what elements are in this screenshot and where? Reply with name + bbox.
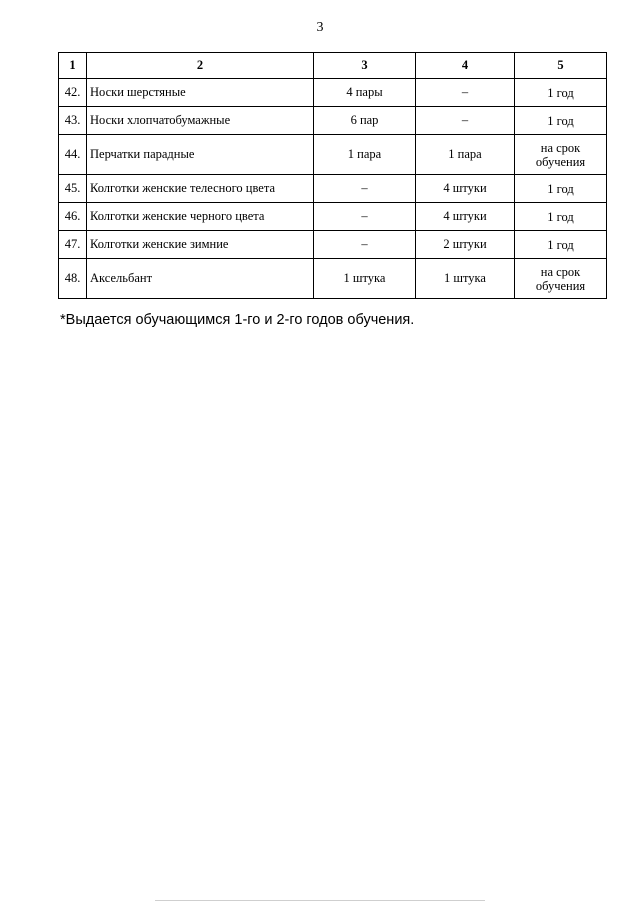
- item-quantity-col3: –: [314, 175, 416, 203]
- table-row: [59, 259, 607, 299]
- table-row: [59, 107, 607, 135]
- footnote: *Выдается обучающимся 1-го и 2-го годов обучения.: [60, 312, 415, 328]
- table-row: [59, 135, 607, 175]
- item-term: 1 год: [515, 107, 607, 135]
- table-row: [59, 231, 607, 259]
- item-term: на срок обучения: [515, 259, 607, 299]
- item-term: 1 год: [515, 203, 607, 231]
- item-quantity-col4: 1 штука: [416, 259, 515, 299]
- item-quantity-col4: 4 штуки: [416, 203, 515, 231]
- row-number: 46.: [59, 203, 87, 231]
- item-name: Носки шерстяные: [87, 79, 314, 107]
- item-name: Колготки женские зимние: [87, 231, 314, 259]
- item-quantity-col3: 6 пар: [314, 107, 416, 135]
- items-table: [58, 52, 607, 299]
- item-quantity-col3: 4 пары: [314, 79, 416, 107]
- item-quantity-col4: 4 штуки: [416, 175, 515, 203]
- row-number: 45.: [59, 175, 87, 203]
- item-name: Колготки женские черного цвета: [87, 203, 314, 231]
- item-quantity-col4: –: [416, 79, 515, 107]
- table-row: [59, 79, 607, 107]
- row-number: 48.: [59, 259, 87, 299]
- header-col-1: 1: [59, 53, 87, 79]
- header-col-4: 4: [416, 53, 515, 79]
- item-name: Аксельбант: [87, 259, 314, 299]
- table-row: [59, 175, 607, 203]
- item-quantity-col4: 2 штуки: [416, 231, 515, 259]
- item-quantity-col3: –: [314, 203, 416, 231]
- item-term: 1 год: [515, 231, 607, 259]
- page-number: 3: [316, 20, 324, 35]
- header-col-3: 3: [314, 53, 416, 79]
- item-term: на срок обучения: [515, 135, 607, 175]
- item-term: 1 год: [515, 175, 607, 203]
- item-name: Носки хлопчатобумажные: [87, 107, 314, 135]
- item-quantity-col4: –: [416, 107, 515, 135]
- scan-edge-line: [155, 900, 485, 901]
- item-term: 1 год: [515, 79, 607, 107]
- row-number: 44.: [59, 135, 87, 175]
- table-row: [59, 203, 607, 231]
- item-quantity-col3: 1 пара: [314, 135, 416, 175]
- table-header-row: [59, 53, 607, 79]
- header-col-5: 5: [515, 53, 607, 79]
- row-number: 47.: [59, 231, 87, 259]
- row-number: 43.: [59, 107, 87, 135]
- item-name: Колготки женские телесного цвета: [87, 175, 314, 203]
- row-number: 42.: [59, 79, 87, 107]
- item-quantity-col4: 1 пара: [416, 135, 515, 175]
- item-name: Перчатки парадные: [87, 135, 314, 175]
- item-quantity-col3: 1 штука: [314, 259, 416, 299]
- item-quantity-col3: –: [314, 231, 416, 259]
- header-col-2: 2: [87, 53, 314, 79]
